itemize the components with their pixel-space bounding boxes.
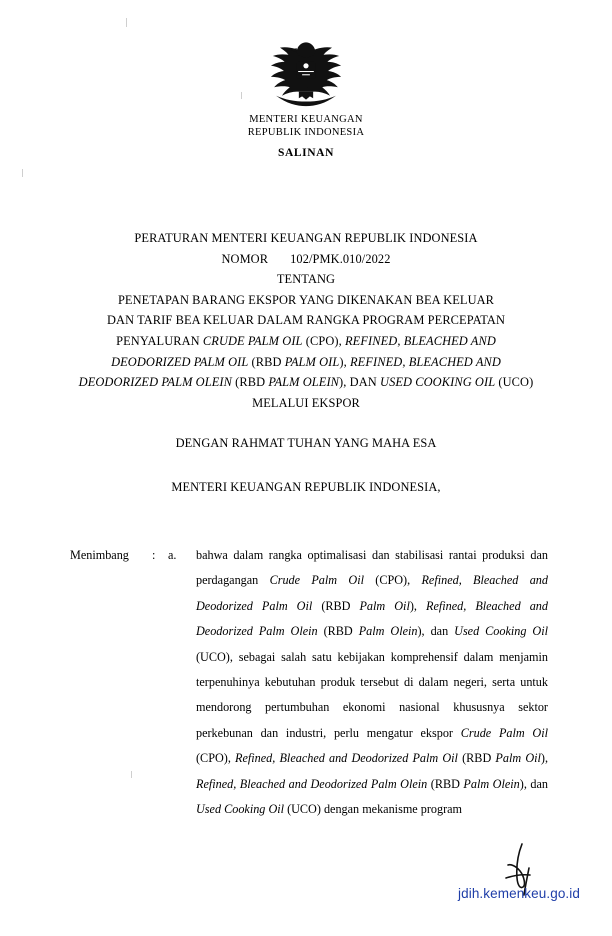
regulation-number-line	[66, 249, 546, 270]
considering-italic-term: Refined, Bleached and Deodorized Palm Oil	[196, 573, 548, 613]
garuda-pancasila-emblem-icon	[267, 32, 345, 110]
subject-line-4	[66, 352, 546, 373]
considering-italic-term: Refined, Bleached and Deodorized Palm Olein	[196, 776, 428, 791]
considering-text-run: (CPO),	[196, 751, 236, 766]
considering-italic-term: Palm Oil	[359, 598, 410, 613]
considering-italic-term: Used Cooking Oil	[196, 802, 285, 817]
considering-text-run: ),	[409, 598, 426, 613]
subject-italic: USED COOKING OIL	[380, 375, 496, 390]
emblem-container	[0, 32, 612, 115]
considering-text-run: (RBD	[427, 776, 464, 791]
ministry-name-line2: REPUBLIK INDONESIA	[247, 127, 365, 138]
subject-text: (RBD	[231, 375, 269, 390]
subject-italic: REFINED, BLEACHED AND	[350, 354, 501, 369]
salinan-label: SALINAN	[278, 147, 334, 159]
considering-text-run: ),	[540, 751, 548, 766]
considering-italic-term: Refined, Bleached and Deodorized Palm Olein	[196, 598, 548, 639]
subject-line-1: PENETAPAN BARANG EKSPOR YANG DIKENAKAN BEA KELUAR	[117, 292, 495, 307]
subject-italic: CRUDE PALM OIL	[202, 333, 303, 348]
jdih-watermark-url: jdih.kemenkeu.go.id	[458, 886, 580, 901]
considering-text-run: ), dan	[417, 624, 455, 639]
considering-text-run: (RBD	[317, 624, 359, 639]
subject-text: (RBD	[248, 354, 285, 369]
considering-text-run: (UCO), sebagai salah satu kebijakan komprehensif dalam menjamin terpenuhinya kebutuhan produk tersebut di dalam negeri, serta untuk mendorong pertumbuhan ekonomi nasional khususnya sektor perkebunan dan industri, perlu mengatur ekspor	[196, 649, 548, 740]
subject-text: ), DAN	[339, 375, 381, 390]
title-line-1: PERATURAN MENTERI KEUANGAN REPUBLIK INDONESIA	[134, 231, 478, 245]
subject-text: (CPO),	[302, 333, 345, 348]
considering-label: Menimbang	[70, 548, 129, 562]
considering-italic-term: Crude Palm Oil	[460, 725, 548, 740]
considering-italic-term: Refined, Bleached and Deodorized Palm Oil	[235, 751, 458, 766]
considering-text-run: (RBD	[457, 751, 496, 766]
nomor-label: NOMOR	[221, 251, 269, 266]
considering-italic-term: Used Cooking Oil	[454, 624, 549, 639]
considering-italic-term: Crude Palm Oil	[269, 573, 364, 588]
considering-section	[70, 543, 548, 822]
considering-text-run: bahwa dalam rangka optimalisasi dan stabilisasi rantai produksi dan perdagangan	[196, 548, 548, 588]
ministry-name-line1: MENTERI KEUANGAN	[249, 114, 363, 125]
subject-line-3	[66, 331, 546, 352]
ministry-header	[0, 113, 612, 160]
regulation-title-block	[66, 228, 546, 413]
signatory-title-line: MENTERI KEUANGAN REPUBLIK INDONESIA,	[171, 480, 441, 494]
considering-text-run: ), dan	[519, 776, 549, 791]
considering-italic-term: Palm Olein	[358, 624, 418, 639]
considering-text-run: (CPO),	[363, 573, 422, 588]
nomor-value: 102/PMK.010/2022	[290, 251, 391, 266]
subject-italic: PALM OLEIN	[268, 375, 340, 390]
considering-text-run: (RBD	[312, 598, 360, 613]
considering-item-text	[196, 543, 548, 822]
subject-italic: REFINED, BLEACHED AND	[345, 333, 496, 348]
subject-text: PENYALURAN	[116, 333, 203, 348]
subject-text: (UCO)	[495, 375, 534, 390]
considering-italic-term: Palm Olein	[463, 776, 520, 791]
tentang-label: TENTANG	[276, 272, 336, 287]
subject-line-6: MELALUI EKSPOR	[252, 395, 360, 410]
considering-row	[70, 543, 548, 822]
considering-item-letter: a.	[168, 548, 177, 562]
considering-text-run: (UCO) dengan mekanisme program	[284, 802, 463, 817]
subject-line-2: DAN TARIF BEA KELUAR DALAM RANGKA PROGRAM PERCEPATAN	[106, 313, 506, 328]
considering-italic-term: Palm Oil	[495, 751, 541, 766]
scan-speck	[22, 169, 23, 177]
scan-speck	[126, 18, 127, 27]
subject-italic: DEODORIZED PALM OIL	[111, 354, 249, 369]
dengan-rahmat-line: DENGAN RAHMAT TUHAN YANG MAHA ESA	[175, 436, 437, 450]
considering-colon: :	[152, 548, 156, 562]
subject-italic: DEODORIZED PALM OLEIN	[78, 375, 232, 390]
subject-text: ),	[339, 354, 351, 369]
subject-line-5	[66, 372, 546, 393]
subject-italic: PALM OIL	[284, 354, 340, 369]
